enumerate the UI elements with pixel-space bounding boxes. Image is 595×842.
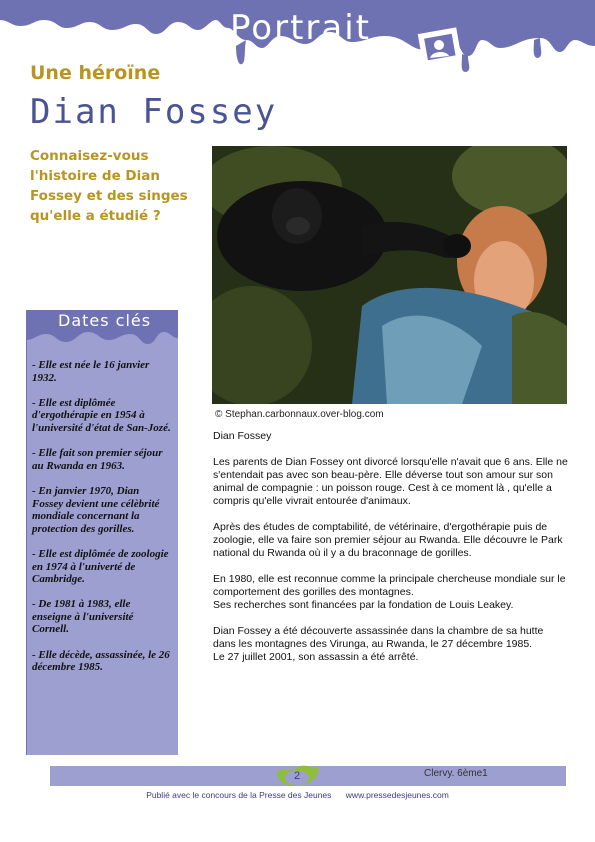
page-number: 2 bbox=[293, 770, 301, 782]
kicker: Une héroïne bbox=[30, 62, 161, 84]
article-paragraph: Après des études de comptabilité, de vétérinaire, d'ergothérapie puis de zoologie, elle va faire son premier séjour au Rwanda. Elle découvre le Park national du Rwanda où il y a du braconnage de gorilles. bbox=[213, 521, 563, 559]
photo-caption: Dian Fossey bbox=[213, 430, 272, 442]
article-body bbox=[213, 430, 568, 677]
key-date-item: - Elle est diplômée de zoologie en 1974 à l'univerté de Cambridge. bbox=[32, 547, 169, 586]
section-title: Portrait bbox=[230, 8, 371, 48]
key-date-item: - Elle est diplômée d'ergothérapie en 1954 à l'université d'état de San-Jozé. bbox=[32, 396, 171, 434]
class-label: Clervy. 6ème1 bbox=[424, 768, 488, 779]
footer-credit bbox=[0, 790, 595, 800]
article-paragraph: Dian Fossey a été découverte assassinée dans la chambre de sa hutte dans les montagnes des Virunga, au Rwanda, le 27 décembre 1985. Le 27 juillet 2001, son assassin a été arrêté. bbox=[213, 625, 544, 663]
page-title: Dian Fossey bbox=[30, 92, 278, 132]
article-paragraph: Les parents de Dian Fossey ont divorcé lorsqu'elle n'avait que 6 ans. Elle ne s'entendait pas avec son beau-père. Elle déverse tout son amour sur son animal de compagnie : un poisson rouge. Cest à ce moment là , qu'elle a compris qu'elle vivrait entourée d'animaux. bbox=[213, 456, 568, 507]
key-dates-list bbox=[32, 359, 172, 686]
portrait-frame-icon bbox=[416, 26, 464, 70]
key-date-item: - Elle est née le 16 janvier 1932. bbox=[32, 359, 150, 384]
intro-question: Connaisez-vous l'histoire de Dian Fossey et des singes qu'elle a étudié ? bbox=[30, 148, 188, 224]
publisher-credit: Publié avec le concours de la Presse des Jeunes bbox=[146, 790, 332, 800]
key-date-item: - De 1981 à 1983, elle enseigne à l'université Cornell. bbox=[32, 598, 134, 636]
key-dates-title: Dates clés bbox=[58, 311, 152, 330]
photo-gorilla-and-dian-fossey bbox=[212, 146, 567, 404]
key-date-item: - En janvier 1970, Dian Fossey devient une célèbrité mondiale concernant la protection des gorilles. bbox=[32, 484, 160, 535]
key-date-item: - Elle fait son premier séjour au Rwanda en 1963. bbox=[32, 447, 163, 472]
key-date-item: - Elle décède, assassinée, le 26 décembre 1985. bbox=[32, 648, 170, 674]
website-link[interactable]: www.pressedesjeunes.com bbox=[345, 790, 449, 800]
article-paragraph: En 1980, elle est reconnue comme la principale chercheuse mondiale sur le comportement des gorilles des montagnes. Ses recherches sont financées par la fondation de Louis Leakey. bbox=[213, 573, 566, 611]
photo-credit: © Stephan.carbonnaux.over-blog.com bbox=[215, 409, 384, 420]
